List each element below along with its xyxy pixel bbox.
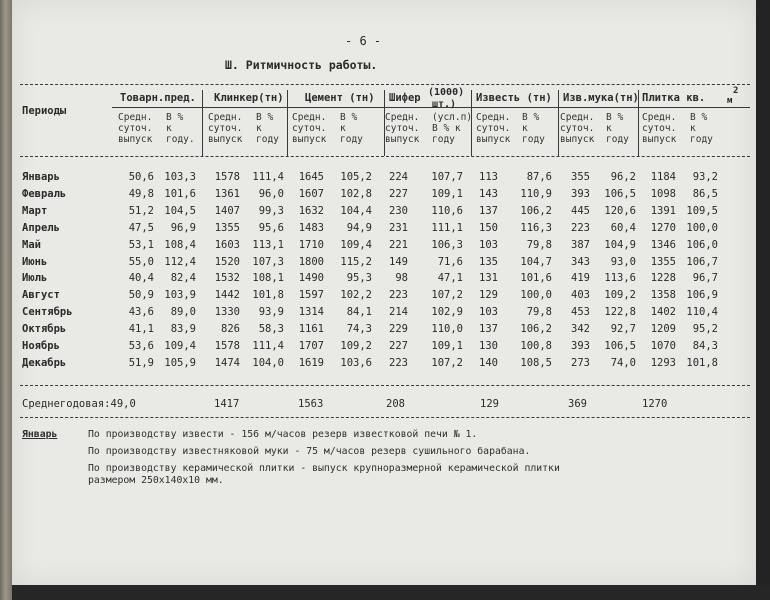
month-label: Февраль	[22, 187, 67, 200]
table-cell: 109,1	[431, 187, 463, 200]
table-cell: 103	[479, 238, 498, 251]
table-cell: 109,4	[340, 238, 372, 251]
table-cell: 111,4	[252, 340, 284, 352]
subheader-percent: году	[606, 134, 629, 145]
subheader-percent: (усл.п)	[432, 112, 473, 123]
page-shadow-right	[756, 0, 770, 600]
table-cell: 224	[389, 171, 408, 183]
table-cell: 93,9	[258, 306, 284, 319]
table-cell: 106,9	[686, 289, 718, 302]
subheader-avg-daily: Средн.	[118, 112, 153, 123]
table-cell: 102,8	[340, 187, 372, 200]
group-header-unit: 2	[733, 86, 739, 96]
group-header: Товарн.пред.	[120, 92, 196, 104]
table-cell: 1402	[650, 306, 676, 319]
average-label: Среднегодовая:49,0	[22, 398, 136, 410]
table-cell: 100,0	[686, 221, 718, 234]
subheader-avg-daily: суточ.	[292, 123, 327, 134]
table-cell: 109,2	[340, 340, 372, 352]
table-cell: 104,9	[604, 238, 636, 251]
table-cell: 355	[571, 171, 590, 183]
table-cell: 1578	[214, 171, 240, 183]
table-cell: 120,6	[604, 204, 636, 217]
table-cell: 89,0	[170, 306, 196, 319]
table-cell: 231	[389, 221, 408, 234]
table-cell: 108,4	[164, 238, 196, 251]
table-cell: 113,1	[252, 238, 284, 251]
table-cell: 115,2	[340, 255, 372, 268]
month-label: Январь	[22, 171, 60, 183]
note-line: размером 250х140х10 мм.	[88, 475, 224, 486]
table-cell: 223	[389, 289, 408, 302]
notes-month: Январь	[22, 429, 58, 440]
table-cell: 1228	[650, 272, 676, 285]
table-cell: 1070	[650, 340, 676, 352]
table-cell: 101,8	[252, 289, 284, 302]
table-cell: 1391	[650, 204, 676, 217]
subheader-avg-daily: суточ.	[560, 123, 595, 134]
column-separator	[287, 90, 288, 156]
month-label: Июнь	[22, 255, 48, 268]
subheader-percent: году	[256, 134, 279, 145]
table-cell: 50,6	[128, 171, 154, 183]
month-label: Сентябрь	[22, 306, 73, 319]
table-cell: 103	[479, 306, 498, 319]
table-cell: 116,3	[520, 221, 552, 234]
table-cell: 106,3	[431, 238, 463, 251]
table-cell: 1603	[214, 238, 240, 251]
table-cell: 227	[389, 187, 408, 200]
table-cell: 106,5	[604, 187, 636, 200]
table-cell: 273	[571, 356, 590, 369]
table-cell: 1184	[650, 171, 676, 183]
table-cell: 214	[389, 306, 408, 319]
table-cell: 1490	[298, 272, 324, 285]
table-cell: 106,2	[520, 323, 552, 336]
note-line: По производству керамической плитки - выпуск крупноразмерной керамической плитки	[88, 463, 560, 474]
table-cell: 96,2	[610, 171, 636, 183]
subheader-avg-daily: Средн.	[560, 112, 595, 123]
table-cell: 105,2	[340, 171, 372, 183]
header-bottom-rule	[20, 156, 750, 157]
subheader-avg-daily: выпуск	[385, 134, 420, 145]
subheader-percent: В %	[340, 112, 358, 123]
average-value: 1417	[214, 398, 240, 410]
table-cell: 104,7	[520, 255, 552, 268]
subheader-percent: В %	[690, 112, 708, 123]
average-top-rule	[20, 385, 750, 386]
table-cell: 140	[479, 356, 498, 369]
subheader-avg-daily: Средн.	[292, 112, 327, 123]
table-cell: 49,8	[128, 187, 154, 200]
table-cell: 1532	[214, 272, 240, 285]
table-cell: 110,6	[431, 204, 463, 217]
table-cell: 74,3	[346, 323, 372, 336]
table-cell: 393	[571, 187, 590, 200]
page-title: Ш. Ритмичность работы.	[225, 58, 378, 72]
table-cell: 227	[389, 340, 408, 352]
table-cell: 101,8	[686, 356, 718, 369]
table-cell: 105,9	[164, 356, 196, 369]
table-cell: 342	[571, 323, 590, 336]
table-cell: 53,1	[128, 238, 154, 251]
table-cell: 1355	[650, 255, 676, 268]
table-cell: 223	[571, 221, 590, 234]
month-label: Июль	[22, 272, 48, 285]
table-cell: 1632	[298, 204, 324, 217]
month-label: Август	[22, 289, 60, 302]
header-top-rule	[20, 84, 750, 85]
subheader-percent: году	[432, 134, 455, 145]
subheader-percent: году	[522, 134, 545, 145]
month-label: Ноябрь	[22, 340, 60, 352]
table-cell: 102,9	[431, 306, 463, 319]
table-cell: 102,2	[340, 289, 372, 302]
table-cell: 343	[571, 255, 590, 268]
table-cell: 131	[479, 272, 498, 285]
table-cell: 1355	[214, 221, 240, 234]
table-cell: 95,3	[346, 272, 372, 285]
table-cell: 109,2	[604, 289, 636, 302]
month-label: Октябрь	[22, 323, 67, 336]
table-cell: 98	[395, 272, 408, 285]
table-cell: 93,0	[610, 255, 636, 268]
table-cell: 87,6	[526, 171, 552, 183]
table-cell: 107,2	[431, 356, 463, 369]
subheader-avg-daily: выпуск	[560, 134, 595, 145]
table-cell: 113,6	[604, 272, 636, 285]
table-cell: 1270	[650, 221, 676, 234]
subheader-avg-daily: суточ.	[642, 123, 677, 134]
subheader-avg-daily: выпуск	[208, 134, 243, 145]
table-cell: 43,6	[128, 306, 154, 319]
subheader-percent: к	[340, 123, 346, 134]
group-header: Цемент (тн)	[305, 92, 375, 104]
group-header-unit: м	[727, 96, 733, 106]
table-cell: 86,5	[692, 187, 718, 200]
group-header-unit: шт.)	[432, 99, 457, 110]
group-header: Клинкер(тн)	[214, 92, 284, 104]
table-cell: 106,5	[604, 340, 636, 352]
table-cell: 106,7	[686, 255, 718, 268]
subheader-avg-daily: выпуск	[292, 134, 327, 145]
table-cell: 1607	[298, 187, 324, 200]
group-header: Шифер	[389, 92, 421, 104]
table-cell: 1407	[214, 204, 240, 217]
average-value: 129	[480, 398, 499, 410]
table-cell: 1161	[298, 323, 324, 336]
table-cell: 1314	[298, 306, 324, 319]
table-cell: 1800	[298, 255, 324, 268]
table-cell: 100,0	[520, 289, 552, 302]
average-value: 1563	[298, 398, 324, 410]
group-header: Плитка кв.	[642, 92, 706, 104]
table-cell: 1098	[650, 187, 676, 200]
table-cell: 107,3	[252, 255, 284, 268]
table-cell: 1346	[650, 238, 676, 251]
table-cell: 95,6	[258, 221, 284, 234]
table-cell: 95,2	[692, 323, 718, 336]
table-cell: 79,8	[526, 238, 552, 251]
group-header: Изв.мука(тн)	[563, 92, 639, 104]
table-cell: 104,0	[252, 356, 284, 369]
subheader-percent: В %	[166, 112, 184, 123]
table-cell: 1707	[298, 340, 324, 352]
table-cell: 143	[479, 187, 498, 200]
subheader-avg-daily: суточ.	[208, 123, 243, 134]
table-cell: 96,9	[170, 221, 196, 234]
subheader-avg-daily: Средн.	[476, 112, 511, 123]
subheader-percent: году	[340, 134, 363, 145]
table-cell: 129	[479, 289, 498, 302]
table-cell: 826	[221, 323, 240, 336]
table-cell: 40,4	[128, 272, 154, 285]
table-cell: 55,0	[128, 255, 154, 268]
table-cell: 1209	[650, 323, 676, 336]
table-cell: 47,5	[128, 221, 154, 234]
subheader-avg-daily: Средн.	[208, 112, 243, 123]
table-cell: 110,4	[686, 306, 718, 319]
table-cell: 113	[479, 171, 498, 183]
table-cell: 103,3	[164, 171, 196, 183]
header-group-rule	[112, 107, 750, 108]
subheader-percent: к	[522, 123, 528, 134]
subheader-percent: году	[690, 134, 713, 145]
subheader-percent: к	[690, 123, 696, 134]
table-cell: 103,6	[340, 356, 372, 369]
table-cell: 230	[389, 204, 408, 217]
group-header-unit: (1000)	[428, 87, 465, 98]
table-cell: 51,2	[128, 204, 154, 217]
table-cell: 101,6	[164, 187, 196, 200]
table-cell: 122,8	[604, 306, 636, 319]
average-value: 369	[568, 398, 587, 410]
table-cell: 453	[571, 306, 590, 319]
table-cell: 109,4	[164, 340, 196, 352]
group-header: Известь (тн)	[476, 92, 552, 104]
table-cell: 103,9	[164, 289, 196, 302]
month-label: Март	[22, 204, 48, 217]
average-value: 1270	[642, 398, 668, 410]
table-cell: 108,5	[520, 356, 552, 369]
table-cell: 79,8	[526, 306, 552, 319]
table-cell: 51,9	[128, 356, 154, 369]
subheader-percent: к	[606, 123, 612, 134]
table-cell: 137	[479, 204, 498, 217]
table-cell: 84,1	[346, 306, 372, 319]
table-cell: 108,1	[252, 272, 284, 285]
left-binding-strip	[0, 0, 12, 600]
table-cell: 107,2	[431, 289, 463, 302]
subheader-percent: В %	[522, 112, 540, 123]
table-cell: 96,0	[258, 187, 284, 200]
table-cell: 1645	[298, 171, 324, 183]
table-cell: 84,3	[692, 340, 718, 352]
page-number: - 6 -	[345, 34, 382, 48]
table-cell: 100,8	[520, 340, 552, 352]
table-cell: 93,2	[692, 171, 718, 183]
periods-header: Периоды	[22, 105, 67, 117]
table-cell: 1358	[650, 289, 676, 302]
subheader-percent: В % к	[432, 123, 461, 134]
table-cell: 82,4	[170, 272, 196, 285]
table-cell: 111,4	[252, 171, 284, 183]
note-line: По производству извести - 156 м/часов резерв известковой печи № 1.	[88, 429, 478, 440]
table-cell: 1710	[298, 238, 324, 251]
subheader-avg-daily: суточ.	[118, 123, 153, 134]
table-cell: 99,3	[258, 204, 284, 217]
table-cell: 403	[571, 289, 590, 302]
table-cell: 110,9	[520, 187, 552, 200]
table-cell: 1597	[298, 289, 324, 302]
table-cell: 104,5	[164, 204, 196, 217]
table-cell: 58,3	[258, 323, 284, 336]
table-cell: 107,7	[431, 171, 463, 183]
table-cell: 71,6	[437, 255, 463, 268]
table-cell: 60,4	[610, 221, 636, 234]
table-cell: 96,7	[692, 272, 718, 285]
table-cell: 112,4	[164, 255, 196, 268]
table-cell: 1330	[214, 306, 240, 319]
table-cell: 47,1	[437, 272, 463, 285]
column-separator	[558, 90, 559, 156]
table-cell: 387	[571, 238, 590, 251]
month-label: Декабрь	[22, 356, 67, 369]
table-cell: 445	[571, 204, 590, 217]
table-cell: 106,2	[520, 204, 552, 217]
column-separator	[202, 90, 203, 156]
table-cell: 137	[479, 323, 498, 336]
table-cell: 221	[389, 238, 408, 251]
table-cell: 83,9	[170, 323, 196, 336]
average-value: 208	[386, 398, 405, 410]
table-cell: 53,6	[128, 340, 154, 352]
table-cell: 110,0	[431, 323, 463, 336]
table-cell: 419	[571, 272, 590, 285]
table-cell: 94,9	[346, 221, 372, 234]
table-cell: 109,1	[431, 340, 463, 352]
table-cell: 1474	[214, 356, 240, 369]
subheader-avg-daily: Средн.	[385, 112, 420, 123]
subheader-avg-daily: суточ.	[476, 123, 511, 134]
table-cell: 1361	[214, 187, 240, 200]
table-cell: 1293	[650, 356, 676, 369]
table-cell: 1578	[214, 340, 240, 352]
table-cell: 393	[571, 340, 590, 352]
table-cell: 41,1	[128, 323, 154, 336]
table-cell: 1442	[214, 289, 240, 302]
subheader-avg-daily: выпуск	[476, 134, 511, 145]
subheader-percent: к	[166, 123, 172, 134]
table-cell: 1520	[214, 255, 240, 268]
table-cell: 106,0	[686, 238, 718, 251]
table-cell: 50,9	[128, 289, 154, 302]
table-cell: 223	[389, 356, 408, 369]
table-cell: 149	[389, 255, 408, 268]
subheader-percent: к	[256, 123, 262, 134]
month-label: Апрель	[22, 221, 60, 234]
subheader-percent: В %	[606, 112, 624, 123]
average-bottom-rule	[20, 417, 750, 418]
month-label: Май	[22, 238, 41, 251]
table-cell: 150	[479, 221, 498, 234]
table-cell: 1483	[298, 221, 324, 234]
subheader-percent: году.	[166, 134, 195, 145]
table-cell: 74,0	[610, 356, 636, 369]
table-cell: 135	[479, 255, 498, 268]
subheader-avg-daily: суточ.	[385, 123, 420, 134]
table-cell: 104,4	[340, 204, 372, 217]
subheader-percent: В %	[256, 112, 274, 123]
table-cell: 92,7	[610, 323, 636, 336]
table-cell: 111,1	[431, 221, 463, 234]
table-cell: 130	[479, 340, 498, 352]
subheader-avg-daily: Средн.	[642, 112, 677, 123]
table-cell: 1619	[298, 356, 324, 369]
table-cell: 101,6	[520, 272, 552, 285]
table-cell: 229	[389, 323, 408, 336]
note-line: По производству известняковой муки - 75 м/часов резерв сушильного барабана.	[88, 446, 531, 457]
page-shadow-bottom	[12, 585, 770, 600]
table-cell: 109,5	[686, 204, 718, 217]
subheader-avg-daily: выпуск	[642, 134, 677, 145]
subheader-avg-daily: выпуск	[118, 134, 153, 145]
